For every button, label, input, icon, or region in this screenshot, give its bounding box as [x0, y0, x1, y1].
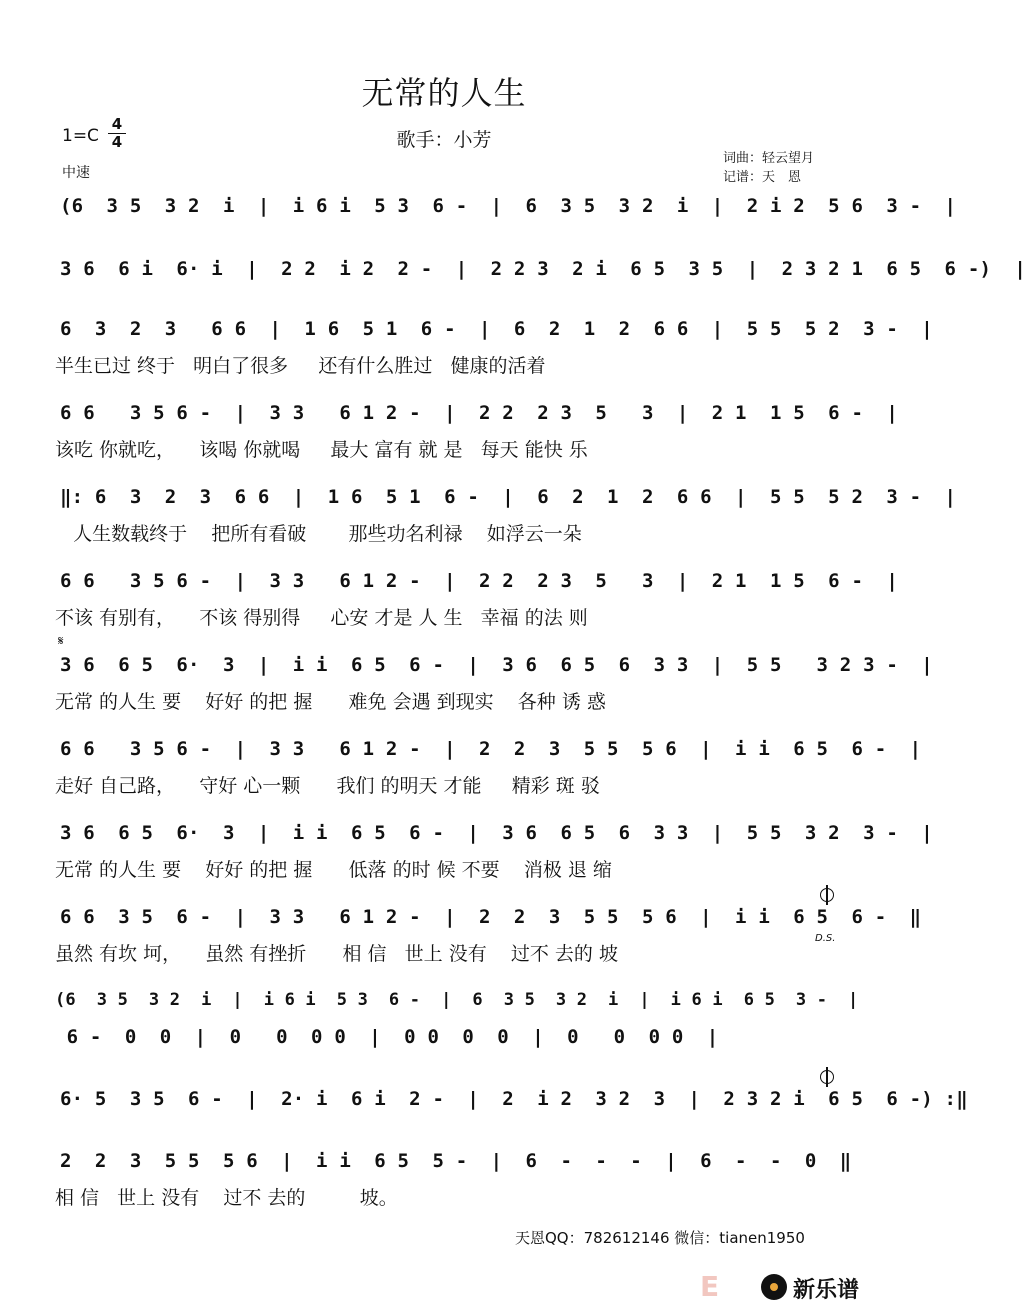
time-signature-bottom: 4 — [108, 133, 126, 151]
notes-line: 3 6 6 5 6· 3 | i i 6 5 6 - | 3 6 6 5 6 3 3 | 5 5 3 2 3 - | — [60, 654, 933, 676]
time-signature — [108, 116, 126, 151]
ds-marking: D.S. — [815, 933, 836, 944]
notes-line: ‖: 6 3 2 3 6 6 | 1 6 5 1 6 - | 6 2 1 2 6 6 | 5 5 5 2 3 - | — [60, 486, 957, 508]
segno-sign: 𝄋 — [58, 634, 64, 649]
notes-line: 6 6 3 5 6 - | 3 3 6 1 2 - | 2 2 2 3 5 3 | 2 1 1 5 6 - | — [60, 402, 899, 424]
notes-line: 6 6 3 5 6 - | 3 3 6 1 2 - | 2 2 3 5 5 5 6 | i i 6 5 6 - ‖ — [60, 906, 922, 928]
notes-line: 6 6 3 5 6 - | 3 3 6 1 2 - | 2 2 3 5 5 5 6 | i i 6 5 6 - | — [60, 738, 922, 760]
singer-label: 歌手：小芳 — [396, 129, 492, 151]
coda-sign — [820, 1070, 834, 1084]
lyric-line: 半生已过 终于 明白了很多 还有什么胜过 健康的活着 — [55, 355, 546, 377]
lyric-line: 人生数载终于 把所有看破 那些功名利禄 如浮云一朵 — [55, 523, 582, 545]
notes-line: 3 6 6 5 6· 3 | i i 6 5 6 - | 3 6 6 5 6 3 3 | 5 5 3 2 3 - | — [60, 822, 933, 844]
notes-line: 6 - 0 0 | 0 0 0 0 | 0 0 0 0 | 0 0 0 0 | — [55, 1026, 719, 1048]
lyric-line: 无常 的人生 要 好好 的把 握 低落 的时 候 不要 消极 退 缩 — [55, 859, 612, 881]
contact-footer: 天恩QQ：782612146 微信：tianen1950 — [515, 1229, 805, 1247]
notes-line: 6 3 2 3 6 6 | 1 6 5 1 6 - | 6 2 1 2 6 6 | 5 5 5 2 3 - | — [60, 318, 933, 340]
notes-line: 2 2 3 5 5 5 6 | i i 6 5 5 - | 6 - - - | 6 - - 0 ‖ — [60, 1150, 852, 1172]
key-signature: 1=C — [62, 126, 99, 146]
site-logo — [745, 1268, 885, 1306]
lyric-line: 相 信 世上 没有 过不 去的 坡。 — [55, 1187, 398, 1209]
notes-line: 6 6 3 5 6 - | 3 3 6 1 2 - | 2 2 2 3 5 3 | 2 1 1 5 6 - | — [60, 570, 899, 592]
coda-sign — [820, 888, 834, 902]
notes-line: 3 6 6 i 6· i | 2 2 i 2 2 - | 2 2 3 2 i 6 5 3 5 | 2 3 2 1 6 5 6 -) | — [60, 258, 1026, 280]
notes-line: 6· 5 3 5 6 - | 2· i 6 i 2 - | 2 i 2 3 2 3 | 2 3 2 i 6 5 6 -) :‖ — [60, 1088, 968, 1110]
record-disc-icon — [761, 1274, 787, 1300]
time-signature-top: 4 — [111, 115, 123, 133]
lyric-line: 虽然 有坎 坷， 虽然 有挫折 相 信 世上 没有 过不 去的 坡 — [55, 943, 618, 965]
lyric-line: 该吃 你就吃， 该喝 你就喝 最大 富有 就 是 每天 能快 乐 — [55, 439, 588, 461]
notes-line: (6 3 5 3 2 i | i 6 i 5 3 6 - | 6 3 5 3 2 i | 2 i 2 5 6 3 - | — [60, 195, 957, 217]
lyric-line: 不该 有别有， 不该 得别得 心安 才是 人 生 幸福 的法 则 — [55, 607, 588, 629]
lyricist-credit: 词曲：轻云望月 — [723, 151, 815, 166]
notes-line: (6 3 5 3 2 i | i 6 i 5 3 6 - | 6 3 5 3 2 i | i 6 i 6 5 3 - | — [55, 990, 859, 1010]
song-title: 无常的人生 — [361, 74, 527, 112]
watermark-logo: E — [700, 1270, 720, 1303]
lyric-line: 无常 的人生 要 好好 的把 握 难免 会遇 到现实 各种 诱 惑 — [55, 691, 606, 713]
tempo-marking: 中速 — [62, 165, 90, 181]
logo-text: 新乐谱 — [793, 1278, 860, 1303]
transcriber-credit: 记谱：天 恩 — [723, 170, 802, 185]
lyric-line: 走好 自己路， 守好 心一颗 我们 的明天 才能 精彩 斑 驳 — [55, 775, 600, 797]
